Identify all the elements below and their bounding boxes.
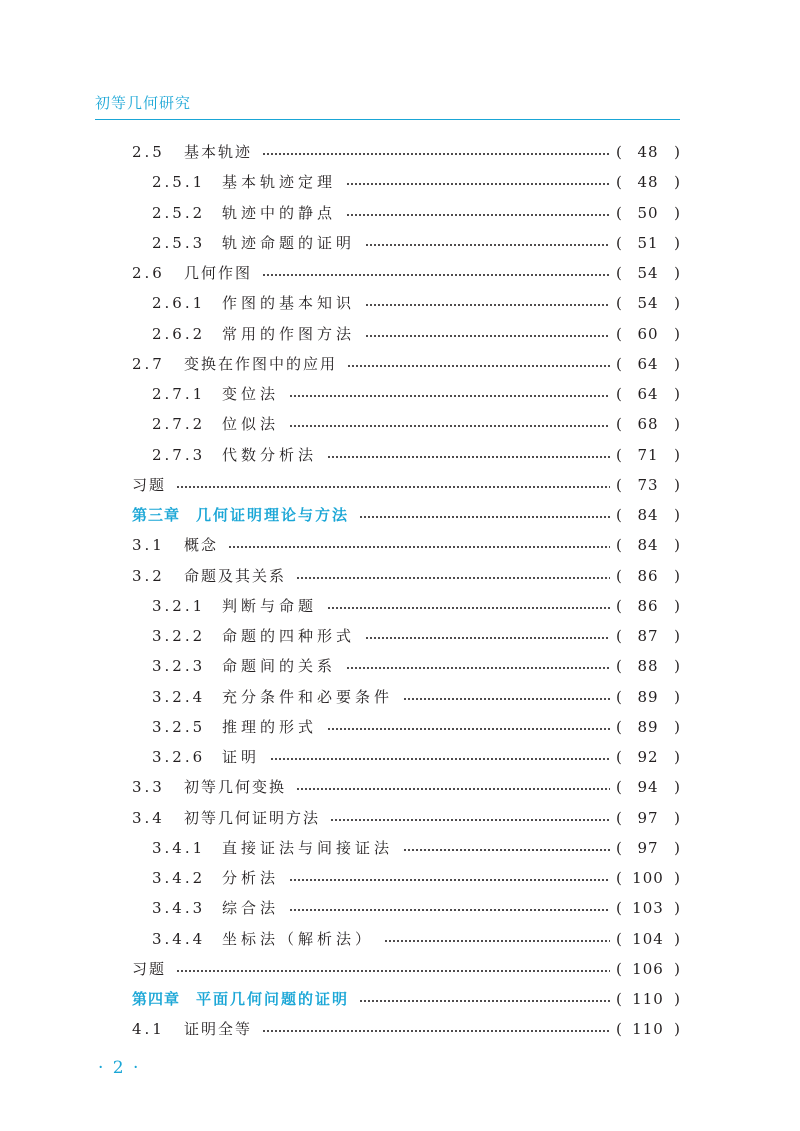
close-paren: ) — [674, 990, 680, 1008]
dot-leader — [365, 244, 610, 246]
page-number: 110 — [632, 990, 664, 1008]
dot-leader — [176, 970, 610, 972]
open-paren: ( — [616, 355, 622, 373]
open-paren: ( — [616, 718, 622, 736]
toc-entry-page — [616, 353, 680, 375]
page-number: 103 — [632, 899, 664, 917]
open-paren: ( — [616, 1020, 622, 1038]
toc-entry-page — [616, 504, 680, 526]
toc-entry-number: 2.5.1 — [152, 173, 206, 191]
toc-entry[interactable] — [132, 534, 680, 556]
dot-leader — [330, 819, 610, 821]
toc-entry-number: 2.5 — [132, 143, 165, 161]
dot-leader — [359, 516, 610, 518]
toc-entry-title: 初等几何证明方法 — [184, 809, 321, 827]
toc-entry-number: 2.7.2 — [152, 415, 206, 433]
toc-entry-number: 2.6.1 — [152, 294, 206, 312]
toc-entry-title: 综合法 — [222, 899, 280, 917]
dot-leader — [346, 667, 610, 669]
page-number: 48 — [637, 143, 659, 161]
toc-entry[interactable] — [152, 323, 680, 345]
page-number: 94 — [637, 778, 659, 796]
open-paren: ( — [616, 990, 622, 1008]
close-paren: ) — [674, 536, 680, 554]
toc-entry-title: 习题 — [132, 476, 167, 494]
close-paren: ) — [674, 627, 680, 645]
open-paren: ( — [616, 264, 622, 282]
close-paren: ) — [674, 506, 680, 524]
close-paren: ) — [674, 597, 680, 615]
page-number: 71 — [637, 446, 659, 464]
open-paren: ( — [616, 446, 622, 464]
toc-entry-page — [616, 595, 680, 617]
toc-entry-page — [616, 383, 680, 405]
running-head: 初等几何研究 — [95, 94, 192, 112]
open-paren: ( — [616, 415, 622, 433]
dot-leader — [365, 637, 610, 639]
toc-entry[interactable] — [152, 232, 680, 254]
page-number: 97 — [637, 809, 659, 827]
toc-entry-number: 2.5.3 — [152, 234, 206, 252]
toc-entry[interactable] — [132, 1018, 680, 1040]
close-paren: ) — [674, 718, 680, 736]
open-paren: ( — [616, 476, 622, 494]
page-number: 54 — [637, 264, 659, 282]
toc-entry-title: 轨迹命题的证明 — [222, 234, 356, 252]
dot-leader — [359, 1000, 610, 1002]
open-paren: ( — [616, 899, 622, 917]
toc-entry-page — [616, 292, 680, 314]
toc-entry[interactable] — [152, 746, 680, 768]
toc-entry-number: 2.7.1 — [152, 385, 206, 403]
toc-entry-title: 变位法 — [222, 385, 280, 403]
dot-leader — [296, 788, 610, 790]
toc-entry-number: 3.4.2 — [152, 869, 206, 887]
toc-entry-page — [616, 202, 680, 224]
toc-entry-title: 证明 — [222, 748, 261, 766]
close-paren: ) — [674, 869, 680, 887]
close-paren: ) — [674, 778, 680, 796]
close-paren: ) — [674, 325, 680, 343]
toc-chapter-entry[interactable] — [132, 504, 680, 526]
dot-leader — [262, 153, 610, 155]
toc-entry-page — [616, 807, 680, 829]
toc-entry-number: 4.1 — [132, 1020, 165, 1038]
dot-leader — [346, 183, 610, 185]
toc-entry-title: 命题间的关系 — [222, 657, 337, 675]
toc-entry[interactable] — [132, 474, 680, 496]
page-number: 104 — [632, 930, 664, 948]
toc-entry-title: 推理的形式 — [222, 718, 318, 736]
toc-entry-page — [616, 897, 680, 919]
close-paren: ) — [674, 294, 680, 312]
open-paren: ( — [616, 597, 622, 615]
page-number: 92 — [637, 748, 659, 766]
toc-entry-title: 平面几何问题的证明 — [196, 990, 350, 1008]
toc-entry[interactable] — [152, 202, 680, 224]
open-paren: ( — [616, 536, 622, 554]
toc-entry[interactable] — [152, 413, 680, 435]
toc-entry-number: 2.5.2 — [152, 204, 206, 222]
toc-entry-page — [616, 958, 680, 980]
close-paren: ) — [674, 446, 680, 464]
toc-entry[interactable] — [132, 353, 680, 375]
toc-entry[interactable] — [152, 383, 680, 405]
toc-entry-title: 作图的基本知识 — [222, 294, 356, 312]
dot-leader — [365, 304, 610, 306]
toc-entry-page — [616, 444, 680, 466]
page-number: 97 — [637, 839, 659, 857]
toc-entry-page — [616, 565, 680, 587]
toc-entry-number: 3.2.5 — [152, 718, 206, 736]
page-number: 110 — [632, 1020, 664, 1038]
toc-entry-number: 3.2.2 — [152, 627, 206, 645]
toc-entry-page — [616, 1018, 680, 1040]
toc-entry-title: 位似法 — [222, 415, 280, 433]
close-paren: ) — [674, 173, 680, 191]
dot-leader — [176, 486, 610, 488]
open-paren: ( — [616, 809, 622, 827]
toc-entry[interactable] — [152, 867, 680, 889]
dot-leader — [403, 849, 610, 851]
page-number: 88 — [637, 657, 659, 675]
close-paren: ) — [674, 1020, 680, 1038]
toc-entry-page — [616, 928, 680, 950]
toc-entry[interactable] — [132, 565, 680, 587]
toc-entry-number: 2.6.2 — [152, 325, 206, 343]
toc-entry-page — [616, 262, 680, 284]
page-number: 64 — [637, 385, 659, 403]
open-paren: ( — [616, 294, 622, 312]
page-number: 89 — [637, 688, 659, 706]
toc-entry-number: 3.4.4 — [152, 930, 206, 948]
close-paren: ) — [674, 264, 680, 282]
toc-entry-title: 代数分析法 — [222, 446, 318, 464]
open-paren: ( — [616, 930, 622, 948]
open-paren: ( — [616, 657, 622, 675]
toc-entry-title: 几何作图 — [184, 264, 253, 282]
dot-leader — [403, 698, 610, 700]
toc-entry-title: 充分条件和必要条件 — [222, 688, 394, 706]
page-number: 86 — [637, 567, 659, 585]
close-paren: ) — [674, 657, 680, 675]
toc-entry-number: 2.7.3 — [152, 446, 206, 464]
page-number: 89 — [637, 718, 659, 736]
toc-entry-title: 基本轨迹 — [184, 143, 253, 161]
close-paren: ) — [674, 899, 680, 917]
toc-entry-number: 3.4 — [132, 809, 165, 827]
open-paren: ( — [616, 325, 622, 343]
toc-entry-title: 基本轨迹定理 — [222, 173, 337, 191]
toc-entry-page — [616, 474, 680, 496]
dot-leader — [347, 365, 610, 367]
toc-entry[interactable] — [132, 958, 680, 980]
page-number: 60 — [637, 325, 659, 343]
open-paren: ( — [616, 748, 622, 766]
dot-leader — [262, 1030, 610, 1032]
toc-entry[interactable] — [152, 595, 680, 617]
open-paren: ( — [616, 688, 622, 706]
toc-entry-number: 3.4.1 — [152, 839, 206, 857]
page-number: 64 — [637, 355, 659, 373]
open-paren: ( — [616, 385, 622, 403]
toc-entry-title: 判断与命题 — [222, 597, 318, 615]
open-paren: ( — [616, 627, 622, 645]
toc-entry[interactable] — [152, 171, 680, 193]
open-paren: ( — [616, 567, 622, 585]
open-paren: ( — [616, 960, 622, 978]
close-paren: ) — [674, 567, 680, 585]
page-number: 87 — [637, 627, 659, 645]
toc-entry-number: 3.2.4 — [152, 688, 206, 706]
close-paren: ) — [674, 143, 680, 161]
toc-entry[interactable] — [152, 928, 680, 950]
dot-leader — [346, 214, 610, 216]
toc-entry-page — [616, 413, 680, 435]
page-number: 48 — [637, 173, 659, 191]
close-paren: ) — [674, 688, 680, 706]
dot-leader — [270, 758, 610, 760]
toc-entry-title: 命题及其关系 — [184, 567, 287, 585]
toc-entry[interactable] — [152, 686, 680, 708]
toc-entry-page — [616, 716, 680, 738]
toc-entry-number: 3.2.3 — [152, 657, 206, 675]
dot-leader — [327, 728, 610, 730]
close-paren: ) — [674, 839, 680, 857]
toc-entry-title: 分析法 — [222, 869, 280, 887]
page-number: 54 — [637, 294, 659, 312]
open-paren: ( — [616, 143, 622, 161]
open-paren: ( — [616, 778, 622, 796]
toc-entry-page — [616, 534, 680, 556]
toc-entry-page — [616, 776, 680, 798]
toc-entry-number: 第四章 — [132, 990, 181, 1008]
dot-leader — [289, 395, 610, 397]
toc-entry-number: 2.6 — [132, 264, 165, 282]
toc-entry[interactable] — [152, 655, 680, 677]
toc-entry-page — [616, 323, 680, 345]
toc-entry[interactable] — [132, 807, 680, 829]
close-paren: ) — [674, 355, 680, 373]
page-number: 106 — [632, 960, 664, 978]
toc-entry-title: 直接证法与间接证法 — [222, 839, 394, 857]
toc-entry-number: 第三章 — [132, 506, 181, 524]
page-number: 73 — [637, 476, 659, 494]
open-paren: ( — [616, 869, 622, 887]
toc-entry-number: 3.4.3 — [152, 899, 206, 917]
toc-entry[interactable] — [132, 262, 680, 284]
close-paren: ) — [674, 204, 680, 222]
page-number: 50 — [637, 204, 659, 222]
close-paren: ) — [674, 415, 680, 433]
toc-entry-page — [616, 655, 680, 677]
toc-entry[interactable] — [152, 897, 680, 919]
dot-leader — [289, 909, 610, 911]
open-paren: ( — [616, 506, 622, 524]
dot-leader — [296, 577, 610, 579]
toc-entry-page — [616, 171, 680, 193]
dot-leader — [289, 425, 610, 427]
dot-leader — [384, 940, 610, 942]
toc-entry-number: 2.7 — [132, 355, 165, 373]
open-paren: ( — [616, 204, 622, 222]
open-paren: ( — [616, 173, 622, 191]
toc-entry-page — [616, 625, 680, 647]
close-paren: ) — [674, 748, 680, 766]
toc-entry-title: 变换在作图中的应用 — [184, 355, 338, 373]
open-paren: ( — [616, 234, 622, 252]
toc-entry[interactable] — [132, 141, 680, 163]
open-paren: ( — [616, 839, 622, 857]
dot-leader — [262, 274, 610, 276]
dot-leader — [228, 546, 610, 548]
dot-leader — [365, 335, 610, 337]
close-paren: ) — [674, 809, 680, 827]
close-paren: ) — [674, 960, 680, 978]
toc-entry-title: 几何证明理论与方法 — [196, 506, 350, 524]
page-folio: · 2 · — [98, 1058, 141, 1078]
toc-entry-title: 初等几何变换 — [184, 778, 287, 796]
page-number: 100 — [632, 869, 664, 887]
close-paren: ) — [674, 476, 680, 494]
page-number: 84 — [637, 506, 659, 524]
toc-entry-page — [616, 867, 680, 889]
toc-entry[interactable] — [132, 776, 680, 798]
dot-leader — [327, 456, 610, 458]
toc-entry[interactable] — [152, 716, 680, 738]
toc-entry-page — [616, 141, 680, 163]
toc-entry-title: 常用的作图方法 — [222, 325, 356, 343]
toc-entry-title: 命题的四种形式 — [222, 627, 356, 645]
toc-entry-number: 3.3 — [132, 778, 165, 796]
toc-entry-page — [616, 746, 680, 768]
toc-entry[interactable] — [152, 444, 680, 466]
page-number: 84 — [637, 536, 659, 554]
toc-entry[interactable] — [152, 292, 680, 314]
toc-entry-number: 3.1 — [132, 536, 165, 554]
page-number: 51 — [637, 234, 659, 252]
toc-entry-page — [616, 837, 680, 859]
toc-entry-number: 3.2.6 — [152, 748, 206, 766]
toc-entry[interactable] — [152, 837, 680, 859]
toc-entry-number: 3.2 — [132, 567, 165, 585]
toc-entry-title: 概念 — [184, 536, 219, 554]
page-number: 68 — [637, 415, 659, 433]
toc-entry-title: 轨迹中的静点 — [222, 204, 337, 222]
toc-entry-title: 习题 — [132, 960, 167, 978]
toc-entry-title: 坐标法（解析法） — [222, 930, 375, 948]
toc-entry-title: 证明全等 — [184, 1020, 253, 1038]
toc-entry-page — [616, 232, 680, 254]
toc-chapter-entry[interactable] — [132, 988, 680, 1010]
page-number: 86 — [637, 597, 659, 615]
toc-entry-page — [616, 988, 680, 1010]
close-paren: ) — [674, 234, 680, 252]
close-paren: ) — [674, 385, 680, 403]
close-paren: ) — [674, 930, 680, 948]
toc-entry-page — [616, 686, 680, 708]
toc-entry[interactable] — [152, 625, 680, 647]
dot-leader — [327, 607, 610, 609]
dot-leader — [289, 879, 610, 881]
toc-entry-number: 3.2.1 — [152, 597, 206, 615]
